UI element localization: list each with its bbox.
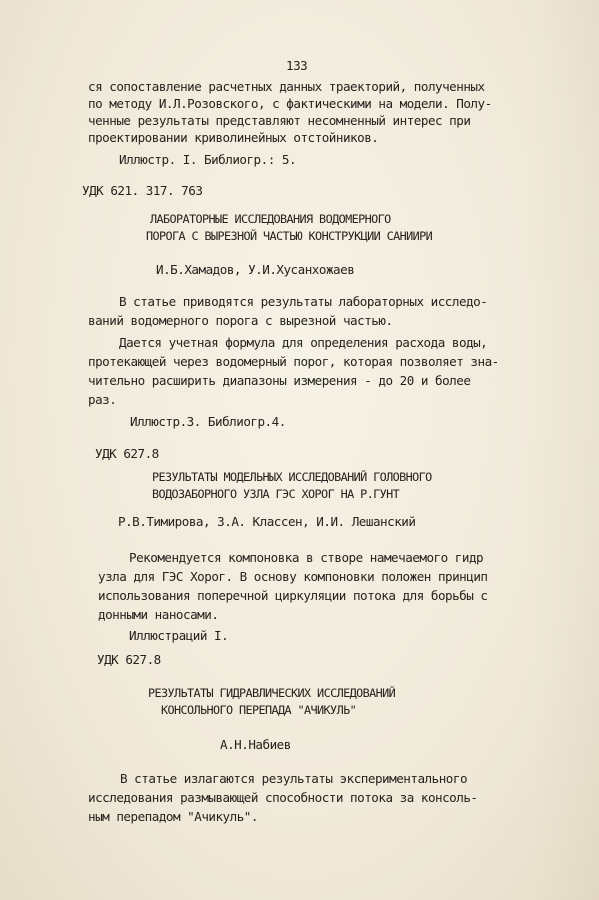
prev-abstract-line: ченные результаты представляют несомненный интерес при: [88, 113, 471, 128]
abstract-line: использования поперечной циркуляции потока для борьбы с: [98, 588, 488, 603]
abstract-line: раз.: [88, 392, 117, 407]
abstract-line: В статье приводятся результаты лабораторных исследо-: [119, 294, 488, 309]
prev-abstract-line: ся сопоставление расчетных данных траекторий, полученных: [88, 79, 485, 94]
article-title: КОНСОЛЬНОГО ПЕРЕПАДА "АЧИКУЛЬ": [161, 703, 357, 717]
udk-code: УДК 627.8: [95, 446, 159, 461]
abstract-line: узла для ГЭС Хорог. В основу компоновки положен принцип: [98, 569, 488, 584]
abstract-line: Дается учетная формула для определения расхода воды,: [119, 335, 488, 350]
article-title: РЕЗУЛЬТАТЫ МОДЕЛЬНЫХ ИССЛЕДОВАНИЙ ГОЛОВНОГО: [152, 470, 432, 484]
authors: Р.В.Тимирова, З.А. Классен, И.И. Лешанский: [118, 514, 416, 529]
abstract-line: исследования размывающей способности потока за консоль-: [88, 790, 478, 805]
abstract-line: В статье излагаются результаты экспериментального: [120, 771, 468, 786]
article-title: ВОДОЗАБОРНОГО УЗЛА ГЭС ХОРОГ НА Р.ГУНТ: [152, 487, 400, 501]
abstract-line: чительно расширить диапазоны измерения - до 20 и более: [88, 373, 471, 388]
illustr-note: Иллюстр.3. Библиогр.4.: [130, 414, 286, 429]
authors: И.Б.Хамадов, У.И.Хусанхожаев: [156, 262, 355, 277]
abstract-line: ваний водомерного порога с вырезной частью.: [88, 313, 393, 328]
abstract-line: протекающей через водомерный порог, которая позволяет зна-: [88, 354, 499, 369]
prev-abstract-line: по методу И.Л.Розовского, с фактическими на модели. Полу-: [88, 96, 492, 111]
prev-abstract-line: проектировании криволинейных отстойников.: [88, 130, 379, 145]
page-number: 133: [286, 58, 308, 73]
article-title: ЛАБОРАТОРНЫЕ ИССЛЕДОВАНИЯ ВОДОМЕРНОГО: [150, 212, 391, 226]
abstract-line: донными наносами.: [98, 607, 219, 622]
udk-code: УДК 627.8: [97, 652, 161, 667]
illustr-note: Иллюстраций I.: [129, 628, 229, 643]
prev-illustr: Иллюстр. I. Библиогр.: 5.: [119, 152, 297, 167]
article-title: РЕЗУЛЬТАТЫ ГИДРАВЛИЧЕСКИХ ИССЛЕДОВАНИЙ: [148, 686, 396, 700]
abstract-line: ным перепадом "Ачикуль".: [88, 809, 258, 824]
authors: А.Н.Набиев: [220, 737, 291, 752]
article-title: ПОРОГА С ВЫРЕЗНОЙ ЧАСТЬЮ КОНСТРУКЦИИ САНИИРИ: [146, 229, 433, 243]
abstract-line: Рекомендуется компоновка в створе намечаемого гидр: [129, 550, 484, 565]
page-edge-shadow: [529, 0, 599, 900]
udk-code: УДК 621. 317. 763: [82, 183, 203, 198]
